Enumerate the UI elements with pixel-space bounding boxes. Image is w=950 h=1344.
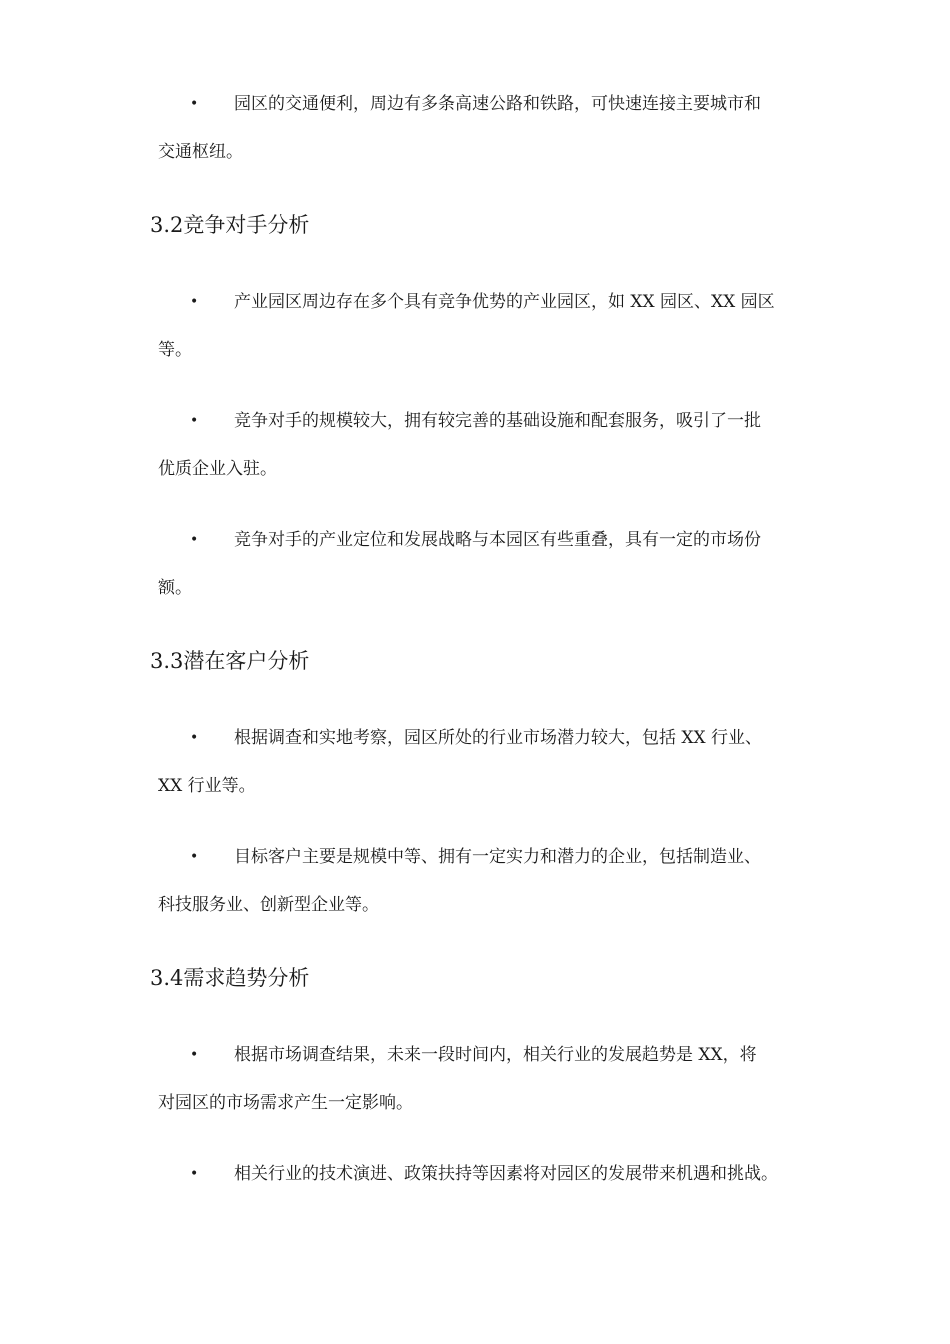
list-item: [158, 1150, 838, 1198]
list-item-line-1: • 根据市场调查结果，未来一段时间内，相关行业的发展趋势是 XX，将: [158, 1031, 838, 1079]
section-heading: 3.4需求趋势分析: [150, 966, 310, 990]
bullet-icon: •: [190, 532, 199, 548]
list-item-line-2: 等。: [158, 340, 192, 360]
list-item-line-1: • 园区的交通便利，周边有多条高速公路和铁路，可快速连接主要城市和: [158, 80, 838, 128]
bullet-icon: •: [190, 849, 199, 865]
section-heading: 3.2竞争对手分析: [150, 213, 310, 237]
list-item: [158, 80, 838, 176]
list-item-line-2: 对园区的市场需求产生一定影响。: [158, 1093, 413, 1113]
list-item-line-1: • 产业园区周边存在多个具有竞争优势的产业园区，如 XX 园区、XX 园区: [158, 278, 838, 326]
list-item: [158, 714, 838, 810]
list-item: [158, 278, 838, 374]
bullet-icon: •: [190, 413, 199, 429]
bullet-icon: •: [190, 294, 199, 310]
list-item-line-1: • 相关行业的技术演进、政策扶持等因素将对园区的发展带来机遇和挑战。: [158, 1150, 838, 1198]
list-item-line-2: 交通枢纽。: [158, 142, 243, 162]
list-item-line-1: • 竞争对手的规模较大，拥有较完善的基础设施和配套服务，吸引了一批: [158, 397, 838, 445]
list-item: [158, 833, 838, 929]
bullet-icon: •: [190, 1047, 199, 1063]
list-item-line-2: 优质企业入驻。: [158, 459, 277, 479]
list-item-line-2: 科技服务业、创新型企业等。: [158, 895, 379, 915]
list-item-line-1: • 目标客户主要是规模中等、拥有一定实力和潜力的企业，包括制造业、: [158, 833, 838, 881]
section-heading: 3.3潜在客户分析: [150, 649, 310, 673]
list-item: [158, 397, 838, 493]
list-item-line-2: 额。: [158, 578, 192, 598]
bullet-icon: •: [190, 96, 199, 112]
bullet-icon: •: [190, 1166, 199, 1182]
bullet-icon: •: [190, 730, 199, 746]
list-item-line-2: XX 行业等。: [158, 776, 256, 796]
list-item-line-1: • 竞争对手的产业定位和发展战略与本园区有些重叠，具有一定的市场份: [158, 516, 838, 564]
list-item: [158, 516, 838, 612]
list-item-line-1: • 根据调查和实地考察，园区所处的行业市场潜力较大，包括 XX 行业、: [158, 714, 838, 762]
list-item: [158, 1031, 838, 1127]
